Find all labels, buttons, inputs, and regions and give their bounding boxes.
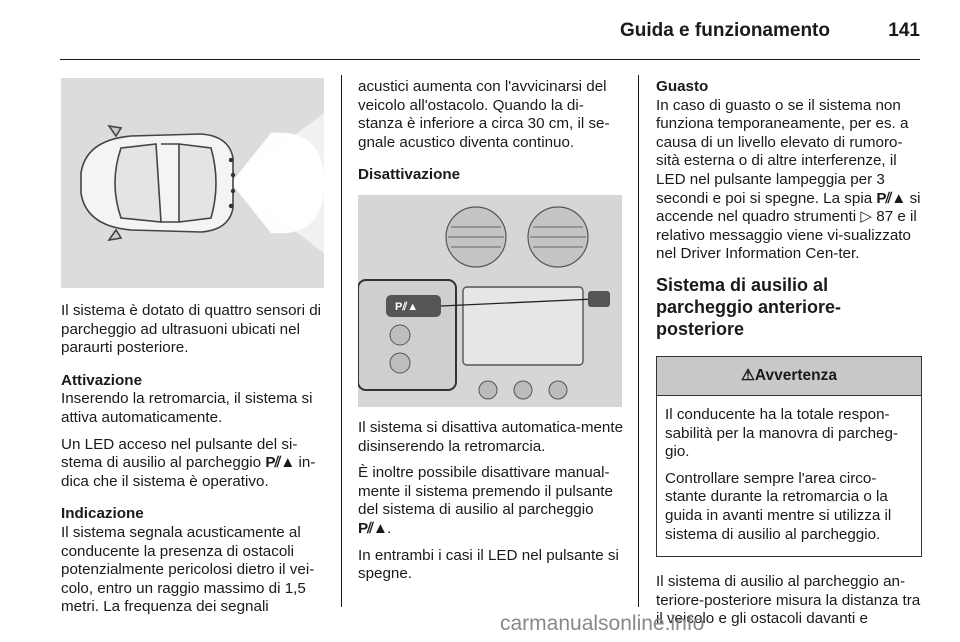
page-reference-icon: ▷ — [860, 208, 873, 226]
rear-sensor-diagram — [61, 78, 324, 288]
column-2 — [358, 78, 624, 592]
intro-paragraph: Il sistema è dotato di quattro sensori di parcheggio ad ultrasuoni ubicati nel paraurti posteriore. — [61, 302, 322, 357]
park-assist-icon: P⫽▲ — [876, 189, 906, 207]
warning-box — [656, 356, 922, 557]
section-title: Sistema di ausilio al parcheggio anteriore-posteriore — [656, 274, 842, 339]
led-paragraph: Un LED acceso nel pulsante del si-stema di ausilio al parcheggio P⫽▲ in-dica che il sistema è operativo. — [61, 435, 316, 490]
warning-paragraph: Controllare sempre l'area circo-stante durante la retromarcia o la guida in avanti mentre si utilizza il sistema di ausilio al parcheggio. — [665, 469, 892, 543]
warning-header — [657, 357, 921, 396]
manual-deactivation-paragraph: È inoltre possibile disattivare manual-mente il sistema premendo il pulsante del sistema di ausilio al parcheggio P⫽▲. — [358, 464, 613, 537]
header-rule — [60, 59, 920, 60]
indication-paragraph: Il sistema segnala acusticamente al conducente la presenza di ostacoli potenzialmente pericolosi dietro il vei-colo, entro un raggio massimo di 1,5 metri. La frequenza dei segnali — [61, 523, 315, 616]
warning-label: Avvertenza — [754, 366, 838, 384]
fault-heading: Guasto — [656, 78, 709, 95]
activation-heading: Attivazione — [61, 371, 143, 389]
park-assist-icon: P⫽▲ — [358, 519, 387, 537]
watermark: carmanualsonline.info — [500, 612, 705, 635]
warning-body — [657, 396, 921, 556]
activation-paragraph: Inserendo la retromarcia, il sistema si attiva automaticamente. — [61, 390, 313, 426]
led-off-paragraph: In entrambi i casi il LED nel pulsante si spegne. — [358, 546, 619, 583]
column-1 — [61, 78, 326, 625]
section-paragraph: Il sistema di ausilio al parcheggio an-teriore-posteriore misura la distanza tra il veicolo e gli ostacoli davanti e — [656, 573, 921, 628]
auto-deactivation-paragraph: Il sistema si disattiva automatica-mente disinserendo la retromarcia. — [358, 418, 624, 455]
header-title: Guida e funzionamento — [619, 20, 830, 41]
continued-paragraph: acustici aumenta con l'avvicinarsi del veicolo all'ostacolo. Quando la di-stanza è inferiore a circa 30 cm, il se-gnale acustico diventa continuo. — [358, 78, 610, 151]
page-reference[interactable]: 87 — [876, 208, 894, 226]
park-assist-icon: P⫽▲ — [265, 454, 295, 472]
warning-icon: ⚠ — [740, 366, 755, 384]
column-divider — [638, 75, 639, 607]
page-header — [0, 0, 960, 60]
warning-paragraph: Il conducente ha la totale respon-sabilità per la manovra di parcheg-gio. — [665, 405, 898, 461]
indication-heading: Indicazione — [61, 505, 144, 523]
car-top-view-illustration — [61, 78, 324, 288]
dashboard-illustration — [358, 195, 622, 407]
deactivation-heading: Disattivazione — [358, 166, 461, 184]
fault-paragraph: In caso di guasto o se il sistema non funziona temporaneamente, per es. a causa di un livello elevato di rumoro-sità esterna o di altre interferenze, il LED nel pulsante lampeggia per 3 secondi e poi si spegne. La spia P⫽▲ si accende nel quadro strumenti ▷ 87 e il relativo messaggio viene vi-sualizzato nel Driver Information Cen-ter. — [656, 96, 921, 263]
page-number: 141 — [888, 20, 920, 41]
dashboard-button-photo — [358, 195, 622, 407]
column-3 — [656, 78, 922, 637]
column-divider — [341, 75, 342, 607]
svg-text:P⫽▲: P⫽▲ — [395, 300, 419, 313]
